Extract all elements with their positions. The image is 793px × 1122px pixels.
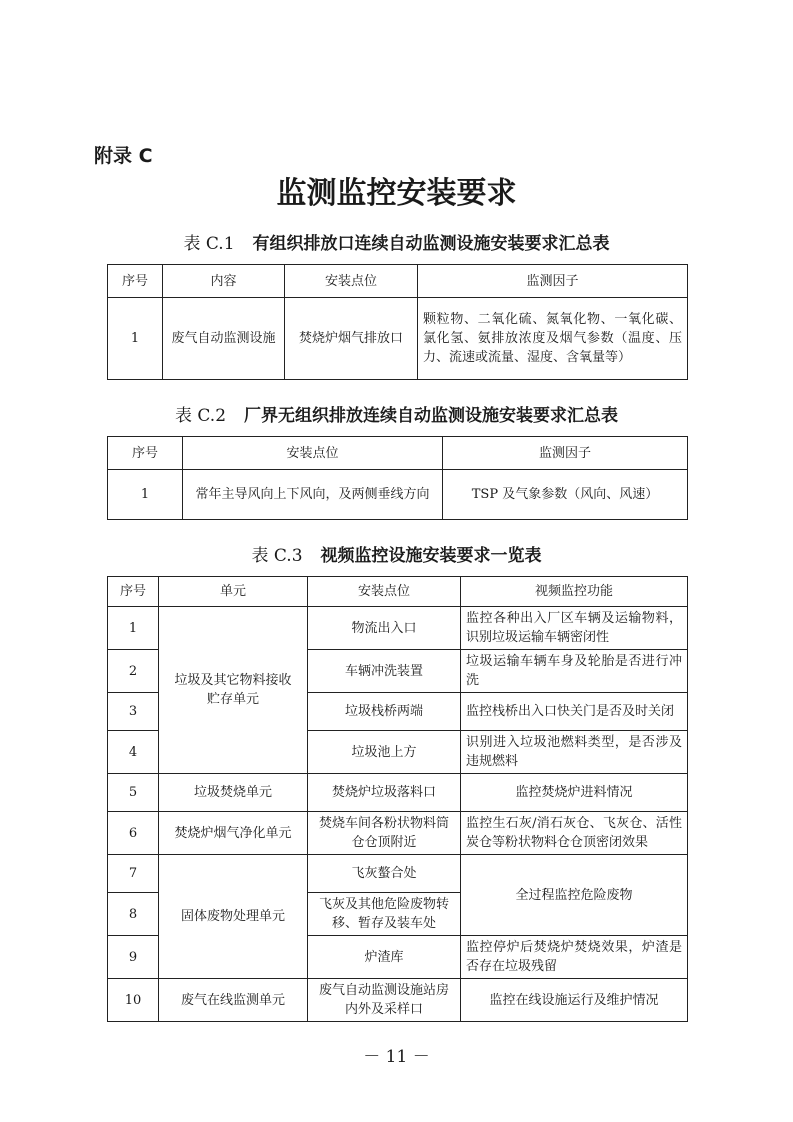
table2-header-cell: 序号 [108,437,183,470]
table2-caption-text: 厂界无组织排放连续自动监测设施安装要求汇总表 [244,406,619,426]
table3-header-row [108,577,688,607]
table-row [108,812,688,855]
table-cell: 垃圾池上方 [308,731,461,774]
table3-header-cell: 安装点位 [308,577,461,607]
table1-caption-text: 有组织排放口连续自动监测设施安装要求汇总表 [252,234,610,254]
table-cell: 识别进入垃圾池燃料类型，是否涉及违规燃料 [461,731,688,774]
table1-header-cell: 安装点位 [285,265,418,298]
table-cell: 3 [108,693,159,731]
table3-caption-number: 表 C.3 [251,546,303,566]
table-cell: 7 [108,855,159,893]
table-cell: 2 [108,650,159,693]
table-c3 [107,576,688,1022]
table-cell: 监控生石灰/消石灰仓、飞灰仓、活性炭仓等粉状物料仓仓顶密闭效果 [461,812,688,855]
table-cell: 全过程监控危险废物 [461,855,688,936]
table-cell: 6 [108,812,159,855]
table-cell: 监控栈桥出入口快关门是否及时关闭 [461,693,688,731]
page-title: 监测监控安装要求 [276,176,517,211]
table1-caption [0,229,793,254]
table-cell: 监控焚烧炉进料情况 [461,774,688,812]
table-cell: 监控在线设施运行及维护情况 [461,979,688,1022]
table-cell: 车辆冲洗装置 [308,650,461,693]
table-cell: 垃圾运输车辆车身及轮胎是否进行冲洗 [461,650,688,693]
table-cell-unit: 垃圾及其它物料接收贮存单元 [159,607,308,774]
table1-caption-number: 表 C.1 [183,234,235,254]
table2-header-cell: 安装点位 [183,437,443,470]
table-cell-unit: 废气在线监测单元 [159,979,308,1022]
appendix-label: 附录 C [94,145,153,167]
table-cell: 垃圾栈桥两端 [308,693,461,731]
table-cell: 10 [108,979,159,1022]
table1-header-cell: 序号 [108,265,163,298]
table-row [108,470,688,520]
table-cell: 废气自动监测设施站房内外及采样口 [308,979,461,1022]
table-cell-unit: 垃圾焚烧单元 [159,774,308,812]
table-cell: 焚烧车间各粉状物料筒仓仓顶附近 [308,812,461,855]
table-cell: 常年主导风向上下风向，及两侧垂线方向 [183,470,443,520]
table3-caption [0,541,793,566]
table1-header-row [108,265,688,298]
table-cell: 炉渣库 [308,936,461,979]
table-row [108,979,688,1022]
table-cell: 1 [108,298,163,380]
table-row [108,298,688,380]
table3-header-cell: 单元 [159,577,308,607]
table-c1 [107,264,688,380]
table-row [108,607,688,650]
table-cell: 飞灰螯合处 [308,855,461,893]
table2-caption-number: 表 C.2 [174,406,227,426]
table-cell: 焚烧炉烟气排放口 [285,298,418,380]
table-cell: 1 [108,470,183,520]
table-cell-unit: 焚烧炉烟气净化单元 [159,812,308,855]
table1-header-cell: 内容 [163,265,285,298]
table-cell: 4 [108,731,159,774]
table-cell: 8 [108,893,159,936]
table-cell: 1 [108,607,159,650]
table-cell: 监控停炉后焚烧炉焚烧效果，炉渣是否存在垃圾残留 [461,936,688,979]
table-cell: 监控各种出入厂区车辆及运输物料，识别垃圾运输车辆密闭性 [461,607,688,650]
table-cell: 5 [108,774,159,812]
table-cell: 焚烧炉垃圾落料口 [308,774,461,812]
page-number: － 11 － [363,1047,430,1067]
table-cell: TSP 及气象参数（风向、风速） [443,470,688,520]
table1-header-cell: 监测因子 [418,265,688,298]
table3-caption-text: 视频监控设施安装要求一览表 [320,546,542,566]
table2-caption [0,401,793,426]
table-cell: 物流出入口 [308,607,461,650]
table3-header-cell: 序号 [108,577,159,607]
table-row [108,855,688,893]
table-cell: 9 [108,936,159,979]
table-cell: 飞灰及其他危险废物转移、暂存及装车处 [308,893,461,936]
table2-header-cell: 监测因子 [443,437,688,470]
table-cell-unit: 固体废物处理单元 [159,855,308,979]
table-row [108,774,688,812]
table-cell: 废气自动监测设施 [163,298,285,380]
table-c2 [107,436,688,520]
table2-header-row [108,437,688,470]
table3-header-cell: 视频监控功能 [461,577,688,607]
table-cell: 颗粒物、二氧化硫、氮氧化物、一氧化碳、氯化氢、氨排放浓度及烟气参数（温度、压力、流速或流量、湿度、含氧量等） [418,298,688,380]
